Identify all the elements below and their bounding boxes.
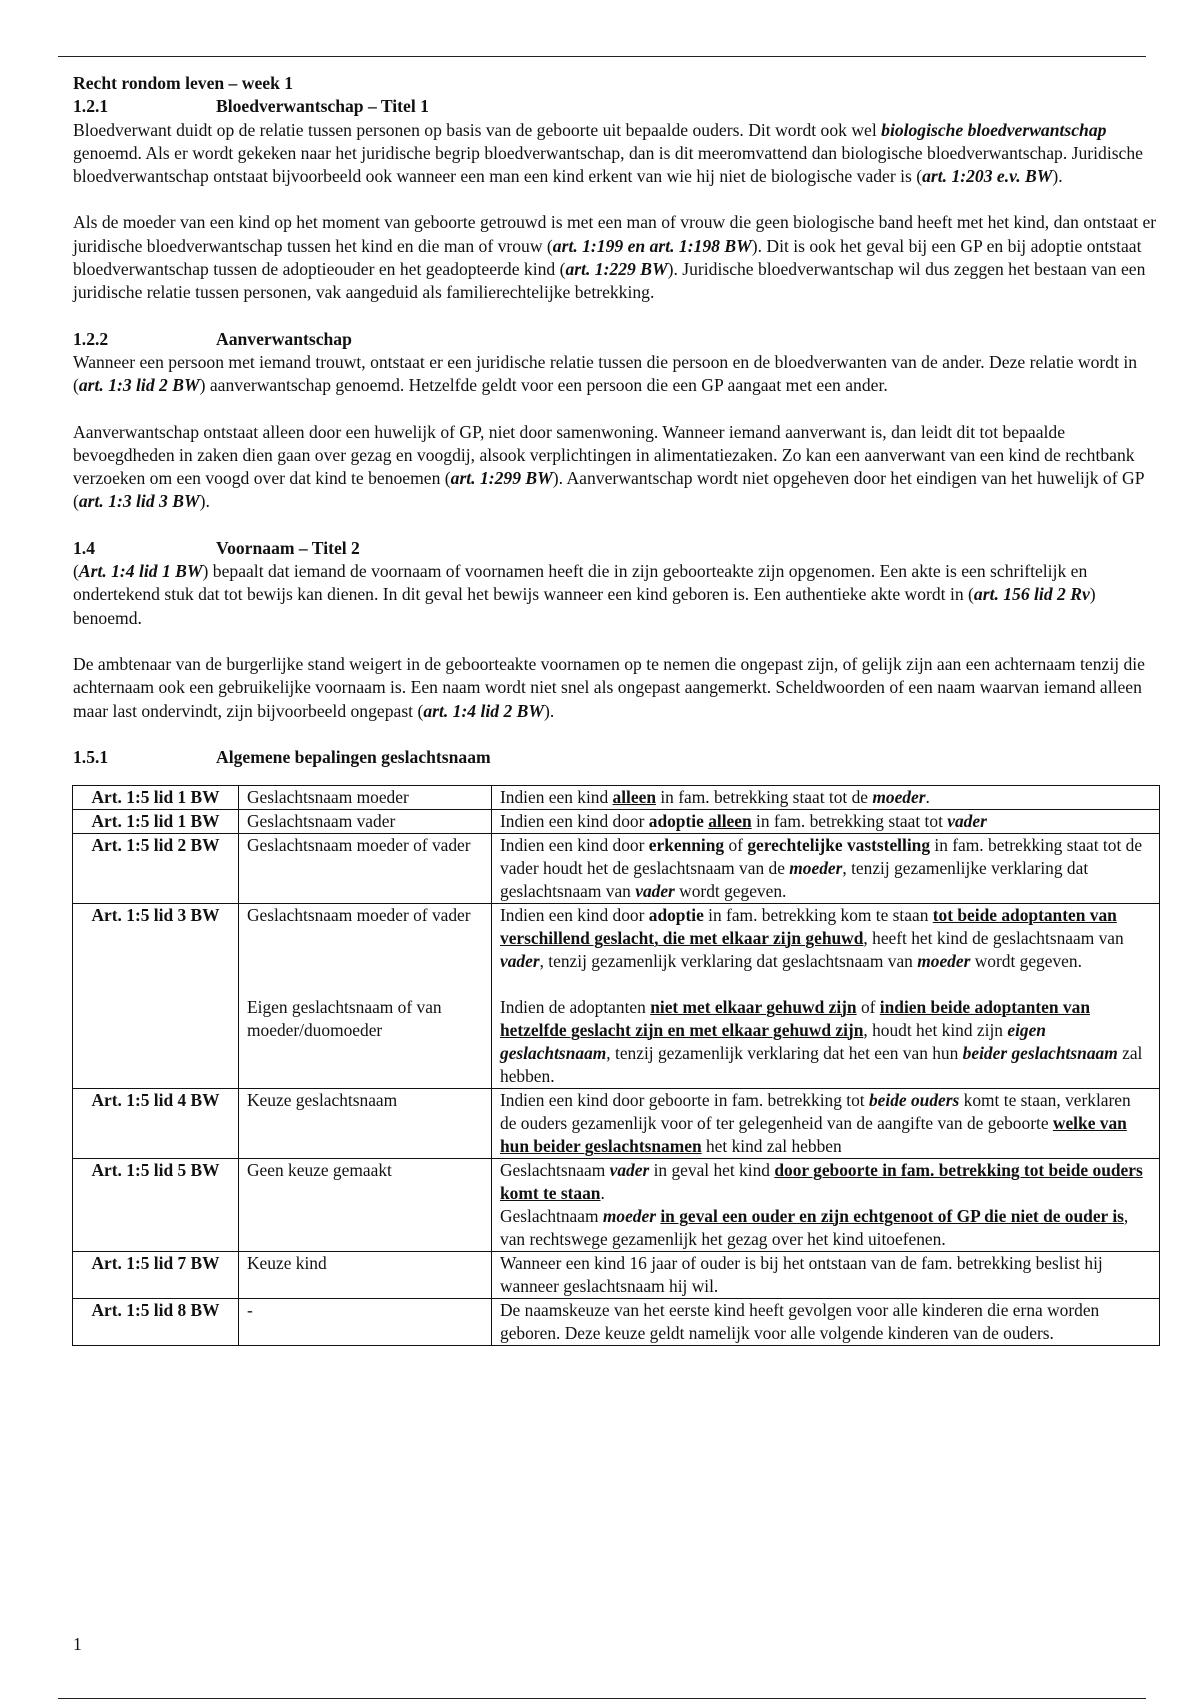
section-title: Voornaam – Titel 2: [216, 537, 360, 558]
section-heading-1-2-1: [73, 95, 1158, 118]
section-number: 1.2.2: [73, 328, 109, 349]
top-rule: [58, 56, 1146, 57]
surname-rules-table: [72, 785, 1160, 1346]
topic-cell: Geslachtsnaam moeder of vader: [239, 834, 492, 904]
section-heading-1-5-1: [73, 746, 1158, 769]
paragraph: Als de moeder van een kind op het moment van geboorte getrouwd is met een man of vrouw die geen biologische band heeft met het kind, dan ontstaat er juridische bloedverwantschap tussen het kind en die man of vrouw (art. 1:199 en art. 1:198 BW). Dit is ook het geval bij een GP en bij adoptie ontstaat bloedverwantschap tussen de adoptieouder en het geadopteerde kind (art. 1:229 BW). Juridische bloedverwantschap wil dus zeggen het bestaan van een juridische relatie tussen personen, vak aangeduid als familierechtelijke betrekking.: [73, 212, 1157, 303]
topic-cell: Geslachtsnaam vader: [239, 810, 492, 834]
table-row: [73, 1252, 1160, 1299]
description-cell: [492, 1159, 1160, 1252]
section-heading-1-4: [73, 537, 1158, 560]
article-cell: Art. 1:5 lid 3 BW: [73, 904, 239, 1089]
description-cell: Indien een kind door erkenning of gerechtelijke vaststelling in fam. betrekking staat tot de vader houdt het de geslachtsnaam van de moeder, tenzij gezamenlijke verklaring dat geslachtsnaam van vader wordt gegeven.: [492, 834, 1160, 904]
page-number: 1: [73, 1634, 82, 1654]
topic-cell: -: [239, 1299, 492, 1346]
paragraph: (Art. 1:4 lid 1 BW) bepaalt dat iemand de voornaam of voornamen heeft die in zijn geboorteakte zijn opgenomen. Een akte is een schriftelijk en ondertekend stuk dat tot bewijs kan dienen. In dit geval het bewijs wanneer een kind geboren is. Een authentieke akte wordt in (art. 156 lid 2 Rv) benoemd.: [73, 561, 1096, 628]
table-row: [73, 1299, 1160, 1346]
table-row: [73, 786, 1160, 810]
article-cell: Art. 1:5 lid 8 BW: [73, 1299, 239, 1346]
description-text: Indien een kind door adoptie in fam. betrekking kom te staan tot beide adoptanten van verschillend geslacht, die met elkaar zijn gehuwd, heeft het kind de geslachtsnaam van vader, tenzij gezamenlijk verklaring dat geslachtsnaam van moeder wordt gegeven.: [500, 905, 1124, 972]
paragraph: De ambtenaar van de burgerlijke stand weigert in de geboorteakte voornamen op te nemen die ongepast zijn, of gelijk zijn aan een achternaam tenzij die achternaam ook een gebruikelijke voornaam is. Een naam wordt niet snel als ongepast aangemerkt. Scheldwoorden of een naam waarvan iemand alleen maar last ondervindt, zijn bijvoorbeeld ongepast (art. 1:4 lid 2 BW).: [73, 653, 1145, 721]
paragraph: Bloedverwant duidt op de relatie tussen personen op basis van de geboorte uit bepaalde ouders. Dit wordt ook wel biologische bloedverwantschap genoemd. Als er wordt gekeken naar het juridische begrip bloedverwantschap, dan is dit meeromvattend dan biologische bloedverwantschap. Juridische bloedverwantschap ontstaat bijvoorbeeld ook wanneer een man een kind erkent van wie hij niet de biologische vader is (art. 1:203 e.v. BW).: [73, 119, 1143, 187]
section-heading-1-2-2: [73, 328, 1158, 351]
table-row: [73, 1159, 1160, 1252]
article-cell: Art. 1:5 lid 7 BW: [73, 1252, 239, 1299]
table-row: [73, 810, 1160, 834]
paragraph: Aanverwantschap ontstaat alleen door een huwelijk of GP, niet door samenwoning. Wanneer iemand aanverwant is, dan leidt dit tot bepaalde bevoegdheden in zaken dien gaan over gezag en voogdij, alsook verplichtingen in alimentatiezaken. Zo kan een aanverwant van een kind de rechtbank verzoeken om een voogd over dat kind te benoemen (art. 1:299 BW). Aanverwantschap wordt niet opgeheven door het eindigen van het huwelijk of GP (art. 1:3 lid 3 BW).: [73, 421, 1144, 512]
paragraph: Wanneer een persoon met iemand trouwt, ontstaat er een juridische relatie tussen die persoon en de bloedverwanten van de ander. Deze relatie wordt in (art. 1:3 lid 2 BW) aanverwantschap genoemd. Hetzelfde geldt voor een persoon die een GP aangaat met een ander.: [73, 351, 1138, 396]
document-body: [73, 72, 1158, 1346]
description-text-secondary: Geslachtnaam moeder in geval een ouder en zijn echtgenoot of GP die niet de ouder is, van rechtswege gezamenlijk het gezag over het kind uitoefenen.: [500, 1206, 1129, 1250]
description-text-secondary: Indien de adoptanten niet met elkaar gehuwd zijn of indien beide adoptanten van hetzelfde geslacht zijn en met elkaar gehuwd zijn, houdt het kind zijn eigen geslachtsnaam, tenzij gezamenlijk verklaring dat het een van hun beider geslachtsnaam zal hebben.: [500, 997, 1143, 1087]
bottom-rule: [58, 1698, 1146, 1699]
section-number: 1.2.1: [73, 96, 109, 117]
description-text: Geslachtsnaam vader in geval het kind door geboorte in fam. betrekking tot beide ouders komt te staan.: [500, 1160, 1143, 1204]
table-row: [73, 1089, 1160, 1159]
article-cell: Art. 1:5 lid 1 BW: [73, 810, 239, 834]
article-cell: Art. 1:5 lid 5 BW: [73, 1159, 239, 1252]
topic-cell: Keuze kind: [239, 1252, 492, 1299]
topic-cell: Geslachtsnaam moeder: [239, 786, 492, 810]
article-cell: Art. 1:5 lid 2 BW: [73, 834, 239, 904]
section-title: Bloedverwantschap – Titel 1: [216, 96, 429, 117]
section-title: Aanverwantschap: [216, 328, 352, 349]
article-cell: Art. 1:5 lid 4 BW: [73, 1089, 239, 1159]
section-number: 1.5.1: [73, 746, 109, 767]
section-title: Algemene bepalingen geslachtsnaam: [216, 746, 491, 767]
table-row: [73, 834, 1160, 904]
article-cell: Art. 1:5 lid 1 BW: [73, 786, 239, 810]
topic-text: Geslachtsnaam moeder of vader: [247, 905, 471, 926]
description-cell: Wanneer een kind 16 jaar of ouder is bij het ontstaan van de fam. betrekking beslist hij wanneer geslachtsnaam hij wil.: [492, 1252, 1160, 1299]
section-number: 1.4: [73, 537, 95, 558]
doc-title: Recht rondom leven – week 1: [73, 73, 294, 93]
topic-cell: Geen keuze gemaakt: [239, 1159, 492, 1252]
description-cell: Indien een kind door adoptie alleen in fam. betrekking staat tot vader: [492, 810, 1160, 834]
topic-text-secondary: Eigen geslachtsnaam of van moeder/duomoeder: [247, 997, 442, 1041]
description-cell: Indien een kind door geboorte in fam. betrekking tot beide ouders komt te staan, verklaren de ouders gezamenlijk voor of ter gelegenheid van de aangifte van de geboorte welke van hun beider geslachtsnamen het kind zal hebben: [492, 1089, 1160, 1159]
table-row: [73, 904, 1160, 1089]
description-cell: [492, 904, 1160, 1089]
description-cell: De naamskeuze van het eerste kind heeft gevolgen voor alle kinderen die erna worden geboren. Deze keuze geldt namelijk voor alle volgende kinderen van de ouders.: [492, 1299, 1160, 1346]
topic-cell: Keuze geslachtsnaam: [239, 1089, 492, 1159]
topic-cell: [239, 904, 492, 1089]
description-cell: Indien een kind alleen in fam. betrekking staat tot de moeder.: [492, 786, 1160, 810]
